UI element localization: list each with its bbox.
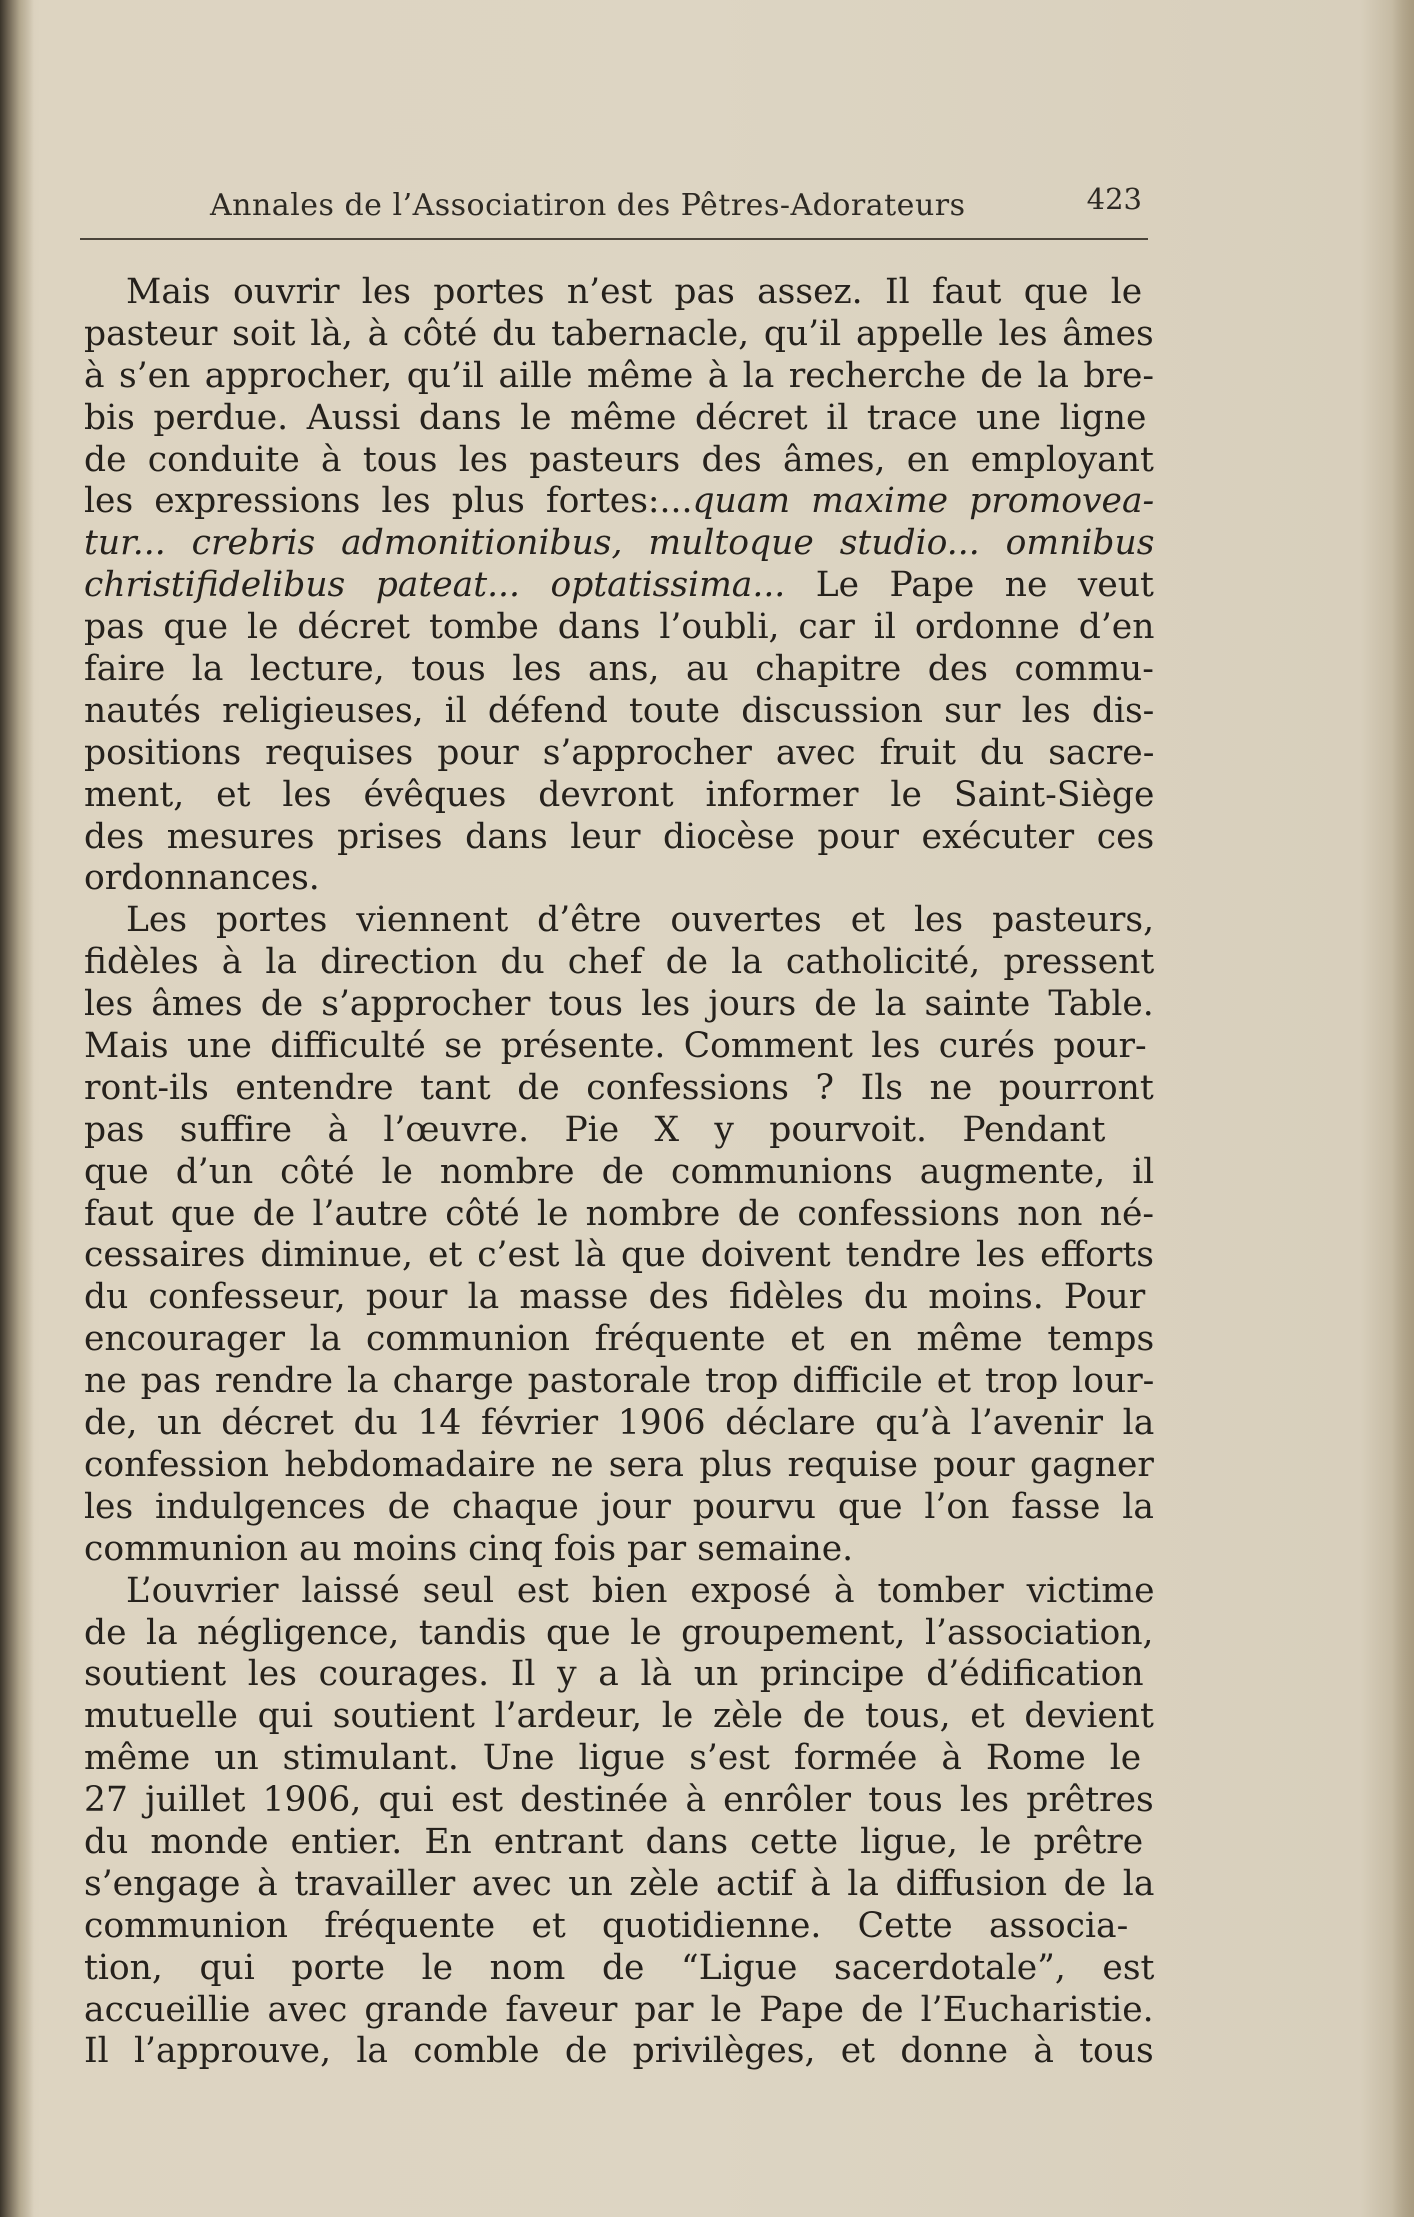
text-line: soutient les courages. Il y a là un principe d’édification bbox=[84, 1654, 1144, 1695]
text-line: de conduite à tous les pasteurs des âmes, en employant bbox=[84, 439, 1154, 480]
latin-quote: tur... crebris admonitionibus, multoque studio... omnibus bbox=[84, 523, 1155, 564]
header-rule bbox=[80, 238, 1148, 240]
text-line: cessaires diminue, et c’est là que doivent tendre les efforts bbox=[84, 1235, 1154, 1276]
text-line: 27 juillet 1906, qui est destinée à enrôler tous les prêtres bbox=[84, 1780, 1154, 1821]
text-line: communion fréquente et quotidienne. Cette associa- bbox=[84, 1905, 1129, 1946]
text-line: à s’en approcher, qu’il aille même à la recherche de la bre- bbox=[84, 355, 1155, 396]
text-line: les expressions les plus fortes:...quam maxime promovea- bbox=[84, 481, 1155, 522]
text-line: encourager la communion fréquente et en même temps bbox=[84, 1319, 1155, 1360]
text-line: Mais ouvrir les portes n’est pas assez. Il faut que le bbox=[126, 272, 1143, 312]
text-line: bis perdue. Aussi dans le même décret il trace une ligne bbox=[84, 397, 1147, 438]
text-line: ment, et les évêques devront informer le Saint-Siège bbox=[84, 774, 1155, 815]
text-line: faut que de l’autre côté le nombre de confessions non né- bbox=[84, 1193, 1155, 1234]
text-line: ordonnances. bbox=[84, 858, 320, 899]
text-line: confession hebdomadaire ne sera plus requise pour gagner bbox=[84, 1444, 1154, 1485]
text-line: de, un décret du 14 février 1906 déclare qu’à l’avenir la bbox=[84, 1403, 1155, 1444]
text-line: tion, qui porte le nom de “Ligue sacerdotale”, est bbox=[84, 1947, 1155, 1988]
text-line: de la négligence, tandis que le groupement, l’association, bbox=[84, 1612, 1154, 1653]
text-line: christifidelibus pateat... optatissima... Le Pape ne veut bbox=[84, 565, 1154, 606]
text-line: que d’un côté le nombre de communions augmente, il bbox=[84, 1151, 1155, 1192]
text-line: ne pas rendre la charge pastorale trop difficile et trop lour- bbox=[84, 1361, 1155, 1402]
text-line: du confesseur, pour la masse des fidèles du moins. Pour bbox=[84, 1277, 1146, 1318]
text-line: s’engage à travailler avec un zèle actif à la diffusion de la bbox=[84, 1863, 1155, 1904]
text-line: pas suffire à l’œuvre. Pie X y pourvoit. Pendant bbox=[84, 1109, 1106, 1150]
text-line: Les portes viennent d’être ouvertes et les pasteurs, bbox=[126, 900, 1155, 941]
latin-quote: quam maxime promovea- bbox=[692, 481, 1155, 522]
text-line: du monde entier. En entrant dans cette ligue, le prêtre bbox=[84, 1821, 1144, 1862]
text-line: pasteur soit là, à côté du tabernacle, qu’il appelle les âmes bbox=[84, 313, 1154, 354]
text-line: nautés religieuses, il défend toute discussion sur les dis- bbox=[84, 690, 1155, 731]
text-line: pas que le décret tombe dans l’oubli, car il ordonne d’en bbox=[84, 607, 1155, 648]
text-line: L’ouvrier laissé seul est bien exposé à tomber victime bbox=[126, 1570, 1155, 1611]
running-title: Annales de l’Associatiron des Pêtres-Adorateurs bbox=[210, 188, 966, 223]
text-line: les âmes de s’approcher tous les jours de la sainte Table. bbox=[84, 984, 1154, 1025]
text-line: positions requises pour s’approcher avec fruit du sacre- bbox=[84, 732, 1155, 773]
body-text bbox=[84, 272, 1154, 2073]
text-line: ront-ils entendre tant de confessions ? Ils ne pourront bbox=[84, 1067, 1154, 1108]
page-edge-shadow bbox=[1392, 0, 1414, 2217]
text-line: les indulgences de chaque jour pourvu que l’on fasse la bbox=[84, 1486, 1154, 1527]
text-line: Mais une difficulté se présente. Comment les curés pour- bbox=[84, 1026, 1147, 1067]
text-line: mutuelle qui soutient l’ardeur, le zèle de tous, et devient bbox=[84, 1696, 1154, 1737]
text-line: communion au moins cinq fois par semaine. bbox=[84, 1528, 854, 1569]
text-line: des mesures prises dans leur diocèse pour exécuter ces bbox=[84, 816, 1155, 857]
text-line: accueillie avec grande faveur par le Pape de l’Eucharistie. bbox=[84, 1989, 1154, 2030]
text-line: Il l’approuve, la comble de privilèges, et donne à tous bbox=[84, 2031, 1154, 2072]
page-number: 423 bbox=[1086, 182, 1142, 216]
text-line bbox=[84, 523, 1154, 565]
running-header bbox=[80, 182, 1148, 248]
text-line: même un stimulant. Une ligue s’est formée à Rome le bbox=[84, 1738, 1142, 1779]
latin-quote: christifidelibus pateat... optatissima... bbox=[84, 565, 786, 606]
text-line: fidèles à la direction du chef de la catholicité, pressent bbox=[84, 942, 1155, 983]
page-binding-shadow bbox=[0, 0, 34, 2217]
text-line: faire la lecture, tous les ans, au chapitre des commu- bbox=[84, 649, 1154, 690]
